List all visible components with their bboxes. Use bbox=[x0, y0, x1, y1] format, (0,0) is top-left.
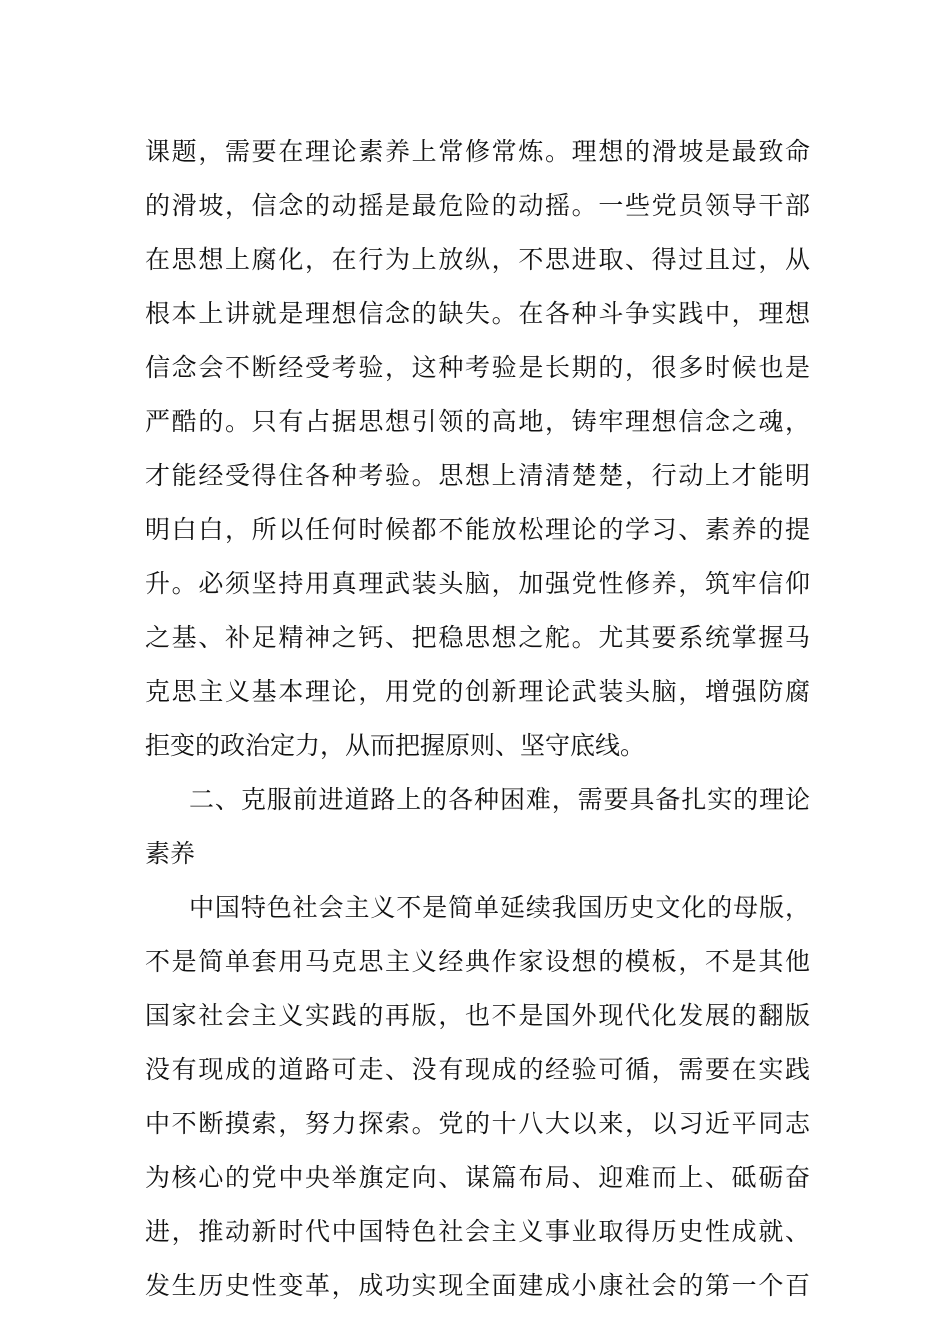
text-line-5: 信念会不断经受考验，这种考验是长期的，很多时候也是 bbox=[145, 353, 810, 382]
section-heading-line-2: 素养 bbox=[145, 839, 196, 868]
text-line-8: 明白白，所以任何时候都不能放松理论的学习、素养的提 bbox=[145, 515, 810, 544]
text-line-3: 在思想上腐化，在行为上放纵，不思进取、得过且过，从 bbox=[145, 245, 810, 274]
text-line-19: 中不断摸索，努力探索。党的十八大以来，以习近平同志 bbox=[145, 1109, 810, 1138]
text-line-15: 中国特色社会主义不是简单延续我国历史文化的母版， bbox=[189, 893, 810, 922]
text-line-18: 没有现成的道路可走、没有现成的经验可循，需要在实践 bbox=[145, 1055, 810, 1084]
text-line-20: 为核心的党中央举旗定向、谋篇布局、迎难而上、砥砺奋 bbox=[145, 1163, 810, 1192]
text-line-7: 才能经受得住各种考验。思想上清清楚楚，行动上才能明 bbox=[145, 461, 810, 490]
text-line-6: 严酷的。只有占据思想引领的高地，铸牢理想信念之魂， bbox=[145, 407, 810, 436]
text-line-1: 课题，需要在理论素养上常修常炼。理想的滑坡是最致命 bbox=[145, 137, 810, 166]
text-line-11: 克思主义基本理论，用党的创新理论武装头脑，增强防腐 bbox=[145, 677, 810, 706]
document-body bbox=[145, 125, 810, 1313]
text-line-22: 发生历史性变革，成功实现全面建成小康社会的第一个百 bbox=[145, 1271, 810, 1300]
text-line-4: 根本上讲就是理想信念的缺失。在各种斗争实践中，理想 bbox=[145, 299, 810, 328]
text-line-10: 之基、补足精神之钙、把稳思想之舵。尤其要系统掌握马 bbox=[145, 623, 810, 652]
text-line-12: 拒变的政治定力，从而把握原则、坚守底线。 bbox=[145, 731, 646, 760]
text-line-17: 国家社会主义实践的再版，也不是国外现代化发展的翻版 bbox=[145, 1001, 810, 1030]
section-heading-line-1: 二、克服前进道路上的各种困难，需要具备扎实的理论 bbox=[189, 785, 810, 814]
text-line-9: 升。必须坚持用真理武装头脑，加强党性修养，筑牢信仰 bbox=[145, 569, 810, 598]
text-line-2: 的滑坡，信念的动摇是最危险的动摇。一些党员领导干部 bbox=[145, 191, 810, 220]
text-line-21: 进，推动新时代中国特色社会主义事业取得历史性成就、 bbox=[145, 1217, 810, 1246]
text-line-16: 不是简单套用马克思主义经典作家设想的模板，不是其他 bbox=[145, 947, 810, 976]
